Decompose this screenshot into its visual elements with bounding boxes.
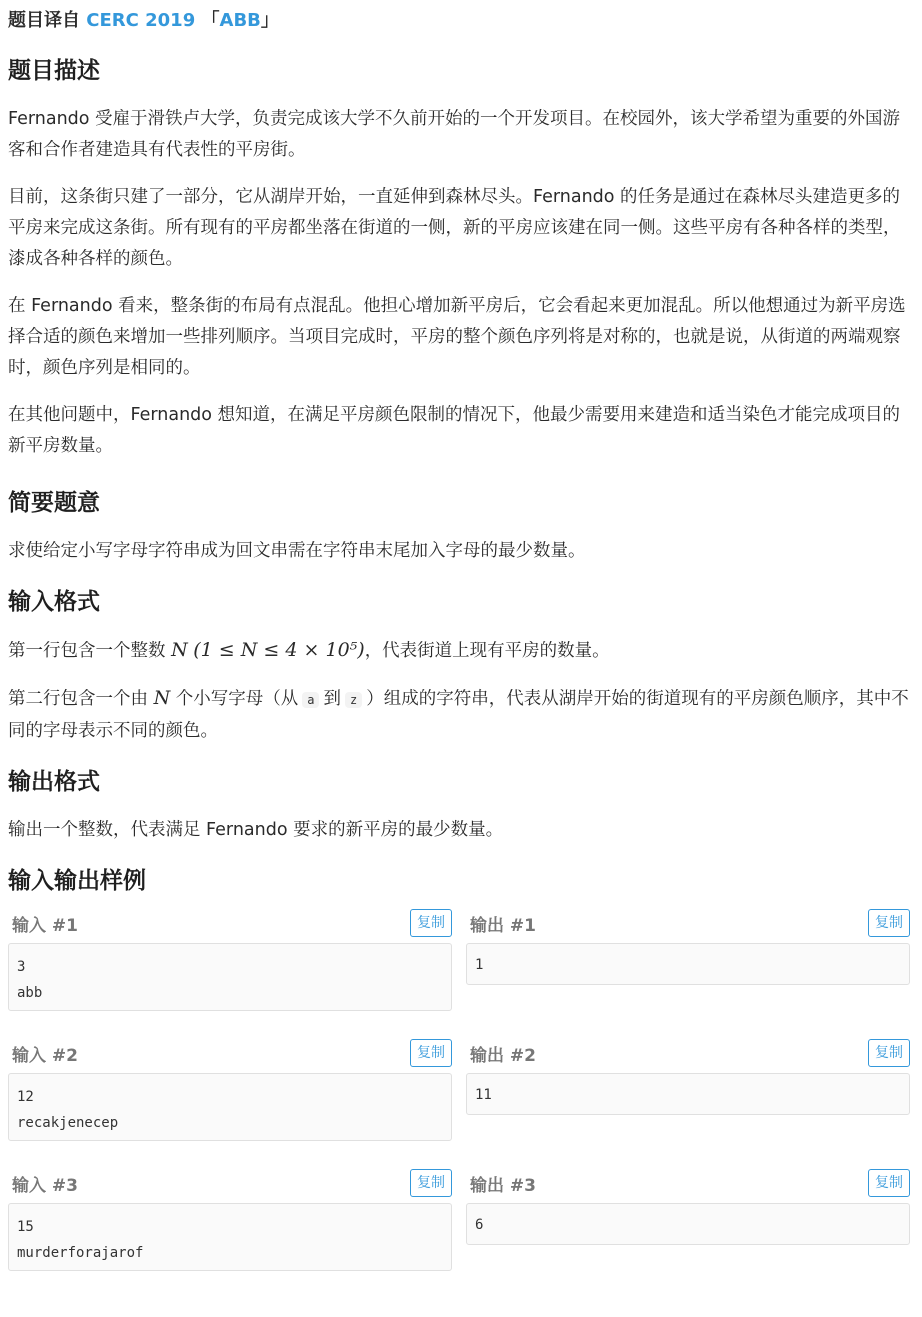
sample-input-2 <box>8 1038 452 1141</box>
problem-page <box>0 6 922 1271</box>
bracket-open: 「 <box>195 10 220 31</box>
source-prefix: 题目译自 <box>8 10 87 31</box>
sample-input-1-title: 输入 #1 <box>12 915 78 936</box>
bracket-close: 」 <box>260 10 279 31</box>
input-line-2-mid2: 到 <box>323 689 341 709</box>
sample-input-3-box: 15 murderforajarof <box>8 1203 452 1271</box>
problem-link[interactable]: ABB <box>219 10 261 31</box>
sample-row-1 <box>8 908 910 1011</box>
sample-output-3-head <box>466 1168 910 1198</box>
sample-input-1-head <box>8 908 452 938</box>
sample-output-3 <box>466 1168 910 1271</box>
input-line-1-post: ，代表街道上现有平房的数量。 <box>364 641 610 661</box>
sample-input-3-head <box>8 1168 452 1198</box>
input-line-2-mid1: 个小写字母（从 <box>170 689 299 709</box>
sample-input-2-title: 输入 #2 <box>12 1045 78 1066</box>
sample-input-2-head <box>8 1038 452 1068</box>
code-a: a <box>302 692 319 708</box>
sample-row-3 <box>8 1168 910 1271</box>
brief-heading: 简要题意 <box>8 490 100 516</box>
sample-output-1-title: 输出 #1 <box>470 915 536 936</box>
sample-output-2-box: 11 <box>466 1073 910 1115</box>
output-heading: 输出格式 <box>8 769 100 795</box>
copy-output-2-button[interactable]: 复制 <box>868 1039 910 1067</box>
sample-input-2-box: 12 recakjenecep <box>8 1073 452 1141</box>
code-z: z <box>345 692 362 708</box>
sample-output-1-head <box>466 908 910 938</box>
sample-input-3 <box>8 1168 452 1271</box>
constraint-math: (1 ≤ N ≤ 4 × 10⁵) <box>193 639 365 661</box>
sample-output-1 <box>466 908 910 1011</box>
input-line-1 <box>8 635 914 667</box>
sample-input-1-box: 3 abb <box>8 943 452 1011</box>
sample-output-2-head <box>466 1038 910 1068</box>
sample-input-3-title: 输入 #3 <box>12 1175 78 1196</box>
copy-input-2-button[interactable]: 复制 <box>410 1039 452 1067</box>
sample-output-2 <box>466 1038 910 1141</box>
input-line-1-pre: 第一行包含一个整数 <box>8 641 172 661</box>
sample-output-3-title: 输出 #3 <box>470 1175 536 1196</box>
var-n: N <box>171 639 188 661</box>
copy-input-3-button[interactable]: 复制 <box>410 1169 452 1197</box>
copy-input-1-button[interactable]: 复制 <box>410 909 452 937</box>
input-line-2 <box>8 683 914 747</box>
description-paragraph-1: Fernando 受雇于滑铁卢大学，负责完成该大学不久前开始的一个开发项目。在校园外，该大学希望为重要的外国游客和合作者建造具有代表性的平房街。 <box>8 109 901 160</box>
input-line-2-pre: 第二行包含一个由 <box>8 689 154 709</box>
var-n-2: N <box>153 687 171 709</box>
contest-link[interactable]: CERC 2019 <box>86 10 196 31</box>
sample-output-2-title: 输出 #2 <box>470 1045 536 1066</box>
description-paragraph-4: 在其他问题中，Fernando 想知道，在满足平房颜色限制的情况下，他最少需要用来建造和适当染色才能完成项目的新平房数量。 <box>8 405 901 456</box>
output-text: 输出一个整数，代表满足 Fernando 要求的新平房的最少数量。 <box>8 820 504 840</box>
input-heading: 输入格式 <box>8 589 100 615</box>
description-paragraph-3: 在 Fernando 看来，整条街的布局有点混乱。他担心增加新平房后，它会看起来更加混乱。所以他想通过为新平房选择合适的颜色来增加一些排列顺序。当项目完成时，平房的整个颜色序列将是对称的，也就是说，从街道的两端观察时，颜色序列是相同的。 <box>8 296 906 378</box>
sample-output-3-box: 6 <box>466 1203 910 1245</box>
problem-source <box>8 6 914 36</box>
sample-row-2 <box>8 1038 910 1141</box>
brief-text: 求使给定小写字母字符串成为回文串需在字符串末尾加入字母的最少数量。 <box>8 541 586 561</box>
input-line-2-post: ）组成的字符串，代表从湖岸开始的街道现有的平房颜色顺序，其中不同的字母表示不同的颜色。 <box>8 689 909 741</box>
samples-heading: 输入输出样例 <box>8 868 146 894</box>
sample-output-1-box: 1 <box>466 943 910 985</box>
samples-container <box>8 908 914 1271</box>
description-heading: 题目描述 <box>8 58 100 84</box>
sample-input-1 <box>8 908 452 1011</box>
copy-output-1-button[interactable]: 复制 <box>868 909 910 937</box>
copy-output-3-button[interactable]: 复制 <box>868 1169 910 1197</box>
description-paragraph-2: 目前，这条街只建了一部分，它从湖岸开始，一直延伸到森林尽头。Fernando 的任务是通过在森林尽头建造更多的平房来完成这条街。所有现有的平房都坐落在街道的一侧，新的平房应该建在同一侧。这些平房有各种各样的类型，漆成各种各样的颜色。 <box>8 187 901 269</box>
